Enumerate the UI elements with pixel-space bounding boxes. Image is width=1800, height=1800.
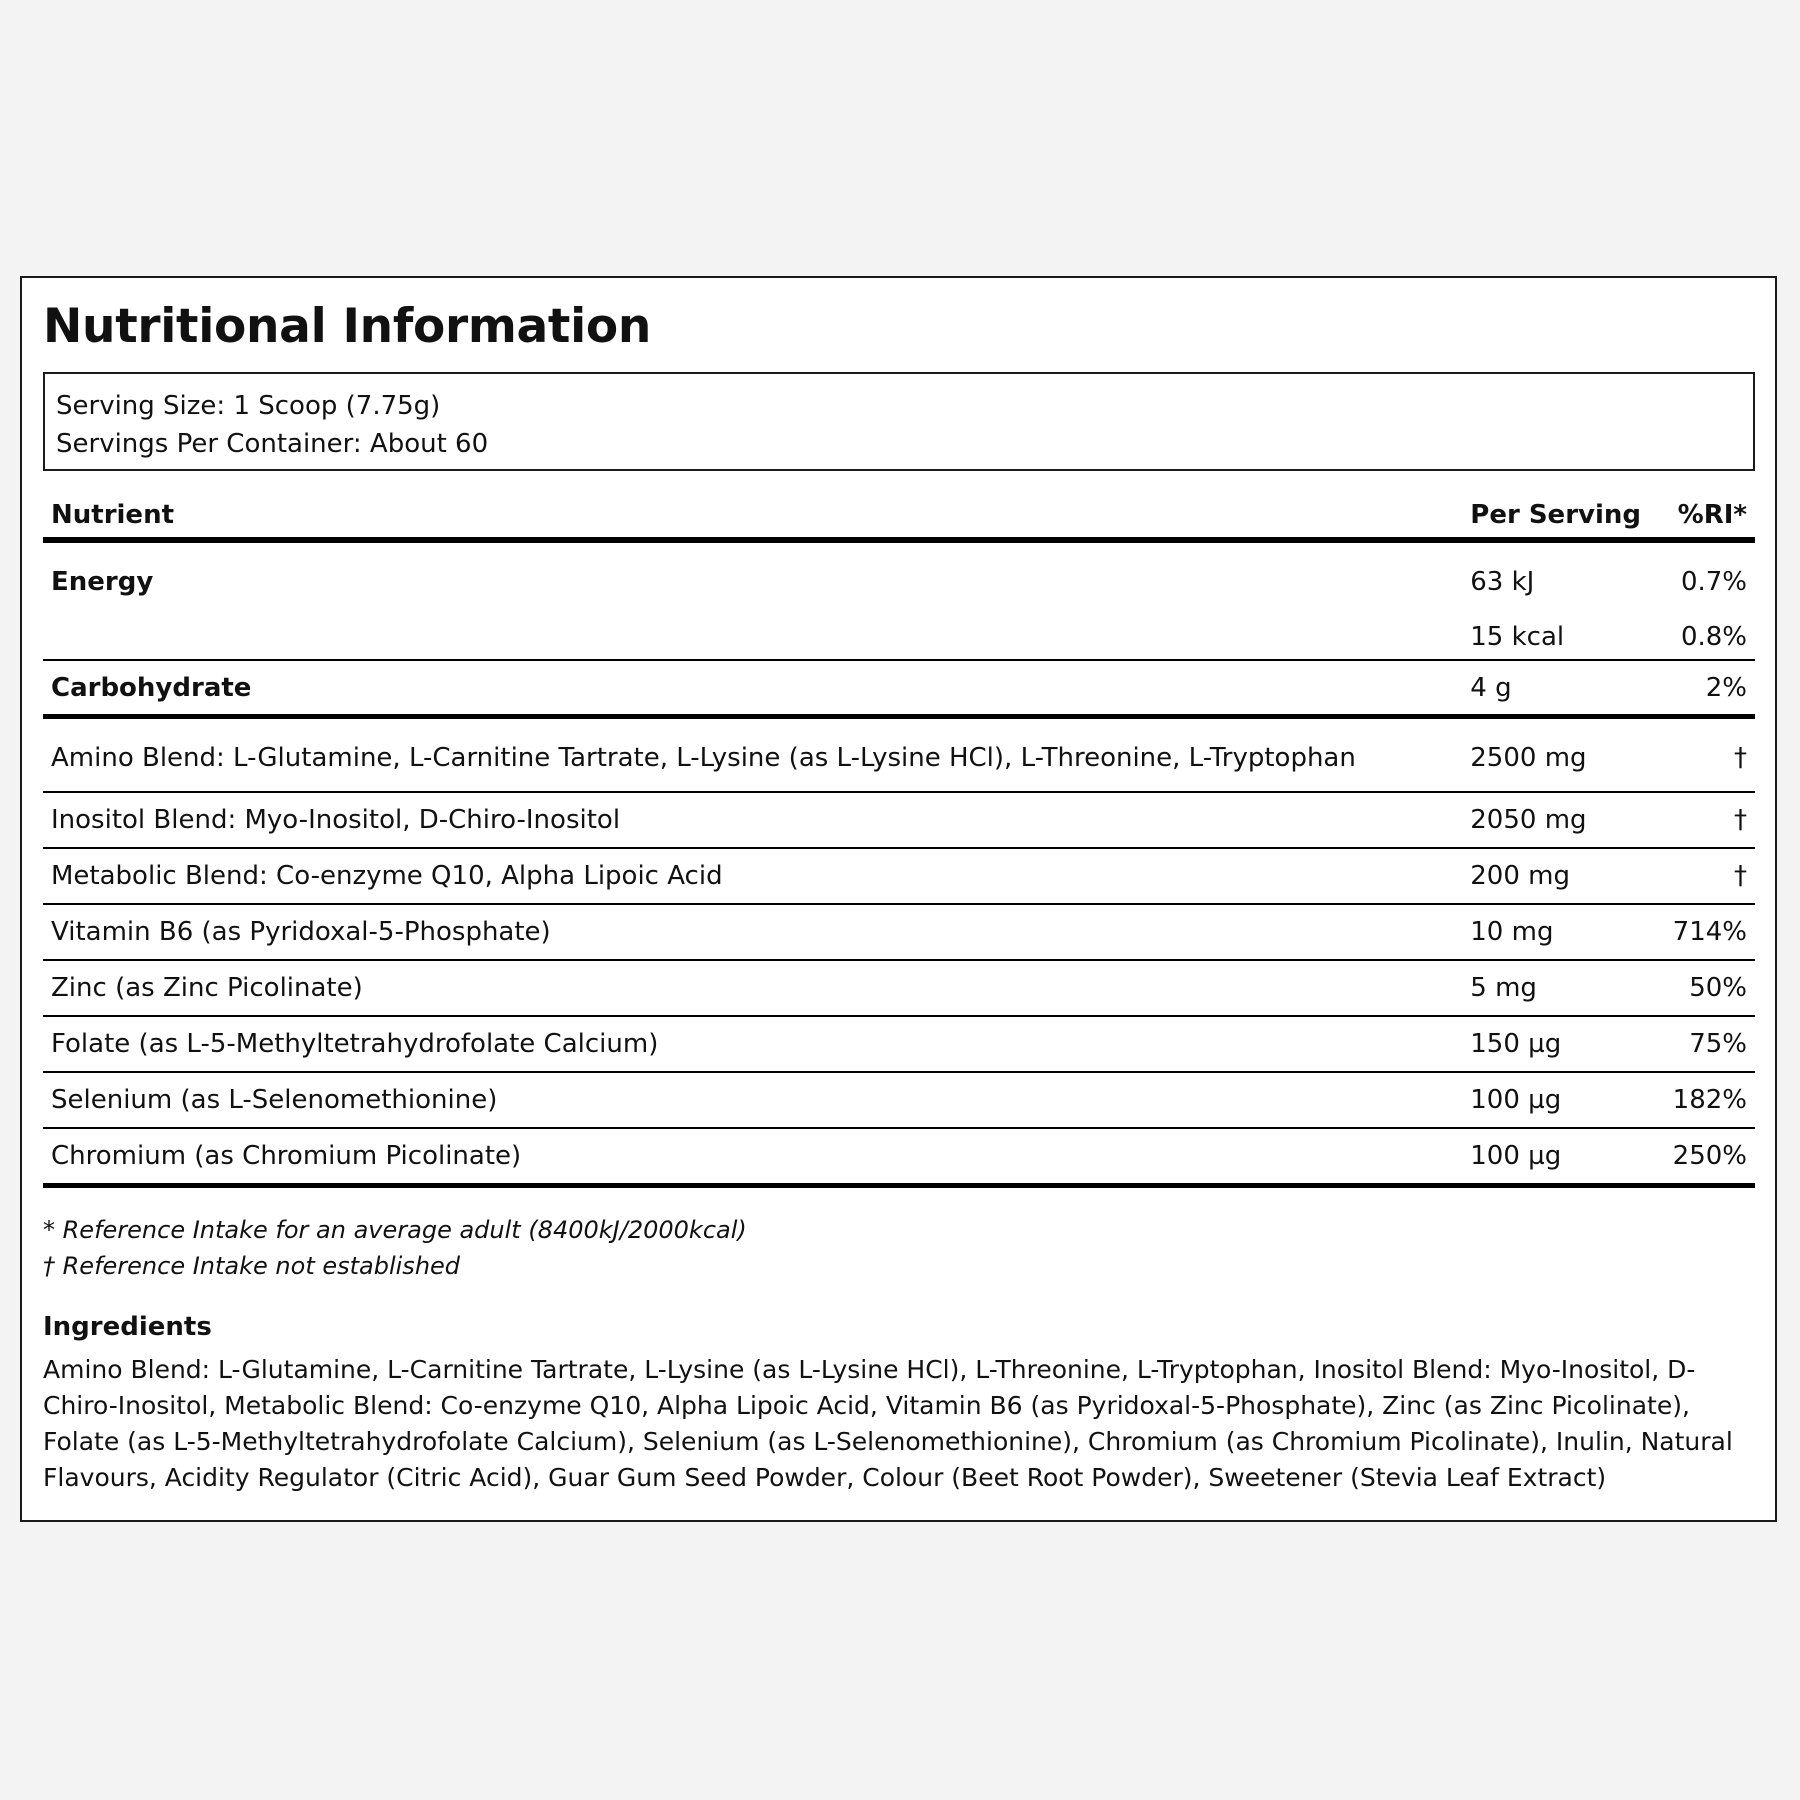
header-nutrient: Nutrient (43, 493, 1462, 540)
nutrient-amount: 100 µg (1462, 1128, 1649, 1186)
nutrient-ri: † (1649, 848, 1755, 904)
nutrient-ri: 714% (1649, 904, 1755, 960)
table-row (43, 848, 1755, 904)
ingredients-text: Amino Blend: L-Glutamine, L-Carnitine Tartrate, L-Lysine (as L-Lysine HCl), L-Threonine, L-Tryptophan, Inositol Blend: Myo-Inositol, D-Chiro-Inositol, Metabolic Blend: Co-enzyme Q10, Alpha Lipoic Acid, Vitamin B6 (as Pyridoxal-5-Phosphate), Zinc (as Zinc Picolinate), Folate (as L-5-Methyltetrahydrofolate Calcium), Selenium (as L-Selenomethionine), Chromium (as Chromium Picolinate), Inulin, Natural Flavours, Acidity Regulator (Citric Acid), Guar Gum Seed Powder, Colour (Beet Root Powder), Sweetener (Stevia Leaf Extract) (43, 1355, 1733, 1492)
energy-kj: 63 kJ (1470, 567, 1535, 597)
table-row (43, 904, 1755, 960)
energy-kcal-row (43, 615, 1755, 660)
table-row (43, 1128, 1755, 1186)
energy-kcal-ri: 0.8% (1649, 615, 1755, 660)
nutrient-amount: 150 µg (1462, 1016, 1649, 1072)
nutrient-ri: † (1649, 792, 1755, 848)
energy-kj-ri: 0.7% (1680, 567, 1747, 597)
nutrient-name: Metabolic Blend: Co-enzyme Q10, Alpha Lipoic Acid (43, 848, 1462, 904)
servings-per-container: Servings Per Container: About 60 (56, 429, 489, 459)
nutrient-name: Zinc (as Zinc Picolinate) (43, 960, 1462, 1016)
nutrient-ri: 50% (1649, 960, 1755, 1016)
nutrient-amount: 10 mg (1462, 904, 1649, 960)
carbohydrate-ri: 2% (1649, 660, 1755, 717)
table-row (43, 717, 1755, 793)
table-row (43, 1072, 1755, 1128)
ingredients-heading: Ingredients (43, 1312, 212, 1342)
serving-size: Serving Size: 1 Scoop (7.75g) (56, 391, 441, 421)
energy-kcal: 15 kcal (1462, 615, 1649, 660)
nutrient-amount: 5 mg (1462, 960, 1649, 1016)
page-title: Nutritional Information (43, 299, 652, 354)
nutrient-ri: 182% (1649, 1072, 1755, 1128)
carbohydrate-label: Carbohydrate (43, 660, 1462, 717)
header-ri: %RI* (1649, 493, 1755, 540)
table-row (43, 960, 1755, 1016)
carbohydrate-amount: 4 g (1462, 660, 1649, 717)
nutrient-ri: † (1649, 717, 1755, 793)
nutrient-amount: 100 µg (1462, 1072, 1649, 1128)
nutrient-name: Selenium (as L-Selenomethionine) (43, 1072, 1462, 1128)
ri-footnote: * Reference Intake for an average adult (8400kJ/2000kcal) (43, 1216, 747, 1244)
carbohydrate-row (43, 660, 1755, 717)
table-header-row (43, 493, 1755, 540)
serving-info-box (43, 372, 1755, 471)
nutrient-name: Vitamin B6 (as Pyridoxal-5-Phosphate) (43, 904, 1462, 960)
dagger-footnote: † Reference Intake not established (43, 1252, 461, 1280)
footnotes (43, 1212, 1755, 1284)
nutrition-table (43, 493, 1755, 1188)
nutrient-name: Folate (as L-5-Methyltetrahydrofolate Calcium) (43, 1016, 1462, 1072)
table-row (43, 1016, 1755, 1072)
header-per-serving: Per Serving (1462, 493, 1649, 540)
nutrient-amount: 2500 mg (1462, 717, 1649, 793)
nutrient-amount: 2050 mg (1462, 792, 1649, 848)
nutrient-amount: 200 mg (1462, 848, 1649, 904)
nutrition-panel (20, 276, 1777, 1522)
nutrient-name: Amino Blend: L-Glutamine, L-Carnitine Tartrate, L-Lysine (as L-Lysine HCl), L-Threonine, L-Tryptophan (43, 717, 1462, 793)
nutrient-ri: 75% (1649, 1016, 1755, 1072)
nutrient-ri: 250% (1649, 1128, 1755, 1186)
energy-row (43, 540, 1755, 615)
nutrient-name: Chromium (as Chromium Picolinate) (43, 1128, 1462, 1186)
nutrient-name: Inositol Blend: Myo-Inositol, D-Chiro-Inositol (43, 792, 1462, 848)
energy-label: Energy (51, 567, 154, 597)
table-row (43, 792, 1755, 848)
